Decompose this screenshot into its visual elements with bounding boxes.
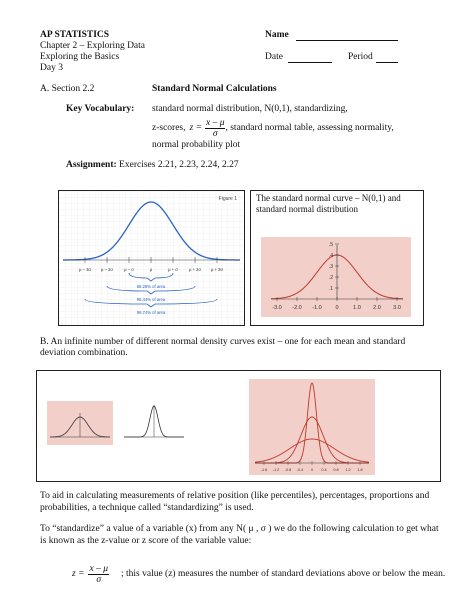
assignment-text: Exercises 2.21, 2.23, 2.24, 2.27	[119, 160, 239, 170]
course-title: AP STATISTICS	[40, 30, 110, 40]
final-z: z =	[72, 569, 85, 579]
day-line: Day 3	[40, 63, 63, 73]
figure3-tick-label: -0.8	[284, 468, 292, 472]
figure3-box	[36, 370, 441, 482]
paragraph-zscore: To “standardize” a value of a variable (x) from any N( μ , σ ) we do the following calculation to get what is known as the z-value or z score of the variable value:	[40, 524, 439, 546]
figure3-large	[249, 379, 375, 475]
vocab-line-1: standard normal distribution, N(0,1), standardizing,	[152, 104, 348, 114]
figure2-x-tick-label: -2.0	[292, 305, 302, 311]
figure2-y-tick-label: .5	[328, 242, 333, 248]
figure2-box	[250, 190, 424, 326]
figure2-x-tick-label: -1.0	[312, 305, 322, 311]
figure1-box	[58, 190, 245, 326]
figure1-tick-label: μ + 2σ	[188, 267, 202, 272]
formula-denominator: σ	[212, 128, 218, 139]
figure1-tick-label: μ + 3σ	[210, 267, 224, 272]
figure1-tick-label: μ – 3σ	[79, 267, 91, 272]
final-formula-line	[72, 562, 445, 586]
large-background	[249, 379, 375, 475]
figure2-y-tick-label: .1	[328, 286, 333, 292]
assignment-line	[66, 160, 239, 170]
figure1-tick-label: μ – 2σ	[101, 267, 113, 272]
figure3-tick-label: 1.2	[345, 468, 351, 472]
final-fraction	[88, 564, 109, 585]
figure2-graphic	[261, 237, 411, 317]
figure3-tick-label: -1.2	[272, 468, 280, 472]
formula-fraction	[205, 118, 226, 139]
figure2-x-tick-label: 0	[335, 305, 339, 311]
section-a-label: A. Section 2.2	[40, 84, 95, 94]
figure1-title: Figure 1	[218, 196, 237, 202]
vocab-line-2-tail: , standard normal table, assessing normality,	[225, 123, 394, 133]
figure1-area-label: 68.26% of area	[136, 284, 166, 289]
chapter-line: Chapter 2 – Exploring Data	[40, 41, 146, 51]
formula-numerator: x – μ	[205, 117, 225, 128]
vocab-label: Key Vocabulary:	[66, 104, 135, 114]
figure2-x-tick-label: 1.0	[353, 305, 361, 311]
figure2-x-tick-label: -3.0	[272, 305, 282, 311]
vocab-zscores: z-scores,	[152, 123, 186, 133]
name-label: Name	[265, 30, 289, 40]
assignment-label: Assignment:	[66, 160, 117, 170]
formula-z: z =	[189, 123, 202, 133]
figure1-graphic	[59, 191, 244, 325]
date-label: Date	[265, 52, 283, 62]
figure2-y-tick-label: .3	[328, 264, 333, 270]
figure2-x-tick-label: 3.0	[393, 305, 401, 311]
figure1-tick-label: μ + σ	[168, 267, 178, 272]
figure1-tick-label: μ – σ	[124, 267, 134, 272]
figure3-tick-label: 0.4	[321, 468, 327, 472]
figure3-tick-label: 1.6	[357, 468, 363, 472]
figure3-tick-label: -0.4	[296, 468, 304, 472]
figure1-area-label: 95.44% of area	[136, 297, 166, 302]
period-label: Period	[348, 52, 373, 62]
figure1-grid	[59, 191, 244, 325]
figure1-tick-label: μ	[149, 267, 153, 272]
name-blank[interactable]	[296, 40, 398, 41]
period-blank[interactable]	[376, 62, 398, 63]
section-a-title: Standard Normal Calculations	[152, 84, 277, 94]
final-text: ; this value (z) measures the number of standard deviations above or below the mean.	[120, 569, 446, 579]
vocab-line-3: normal probability plot	[152, 140, 241, 150]
section-b-text: B. An infinite number of different normal density curves exist – one for each mean and standard deviation combination.	[40, 337, 406, 358]
paragraph-standardizing: To aid in calculating measurements of relative position (like percentiles), percentages, proportions and probabilities, a technique called “standardizing” is used.	[40, 491, 430, 513]
figure2-caption: The standard normal curve – N(0,1) and standard normal distribution	[256, 193, 401, 214]
figure3-tick-label: 0.8	[333, 468, 339, 472]
date-blank[interactable]	[288, 62, 332, 63]
figure2-x-tick-label: 2.0	[373, 305, 381, 311]
figure2-y-tick-label: .2	[328, 275, 333, 281]
figure3-tick-label: 0	[310, 468, 314, 472]
final-numerator: x – μ	[89, 563, 108, 574]
vocab-line-2	[152, 116, 394, 140]
figure3-small-right	[121, 401, 187, 445]
figure2-y-tick-label: .4	[328, 253, 333, 259]
figure3-tick-label: -1.6	[260, 468, 268, 472]
figure1-area-label: 99.74% of area	[136, 310, 166, 315]
final-denominator: σ	[96, 574, 102, 585]
topic-line: Exploring the Basics	[40, 52, 120, 62]
figure3-small-left	[47, 401, 113, 445]
